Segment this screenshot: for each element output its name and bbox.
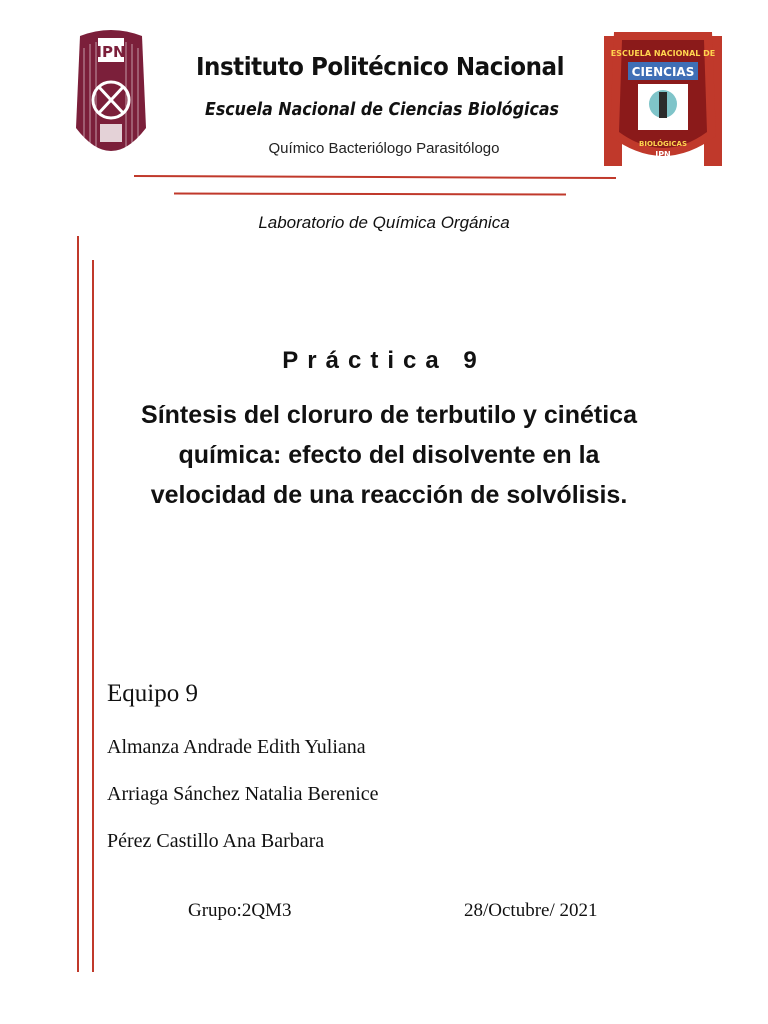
team-member: Arriaga Sánchez Natalia Berenice <box>107 783 379 805</box>
career-name: Químico Bacteriólogo Parasitólogo <box>268 140 500 157</box>
encb-logo-side-text: BIOLÓGICAS <box>639 140 687 148</box>
team-label: Equipo 9 <box>107 680 198 707</box>
practice-title <box>100 395 678 515</box>
practice-number: Práctica 9 <box>282 347 486 374</box>
encb-logo-bottom-text: IPN <box>655 150 671 159</box>
header-divider-top <box>134 175 616 179</box>
encb-logo-top-text: ESCUELA NACIONAL DE <box>610 49 716 58</box>
title-line: química: efecto del disolvente en la <box>178 441 600 469</box>
ipn-logo-text: IPN <box>96 43 126 61</box>
encb-logo-center-text: CIENCIAS <box>631 65 695 79</box>
date-label: 28/Octubre/ 2021 <box>464 900 598 921</box>
title-line: Síntesis del cloruro de terbutilo y cinética <box>141 401 637 429</box>
group-label: Grupo:2QM3 <box>188 900 292 921</box>
team-member: Almanza Andrade Edith Yuliana <box>107 736 366 758</box>
school-name: Escuela Nacional de Ciencias Biológicas <box>205 99 559 120</box>
team-member: Pérez Castillo Ana Barbara <box>107 830 325 852</box>
lab-name: Laboratorio de Química Orgánica <box>258 213 510 232</box>
header-divider-bottom <box>174 192 566 195</box>
title-line: velocidad de una reacción de solvólisis. <box>150 481 628 509</box>
institute-name: Instituto Politécnico Nacional <box>195 52 565 81</box>
